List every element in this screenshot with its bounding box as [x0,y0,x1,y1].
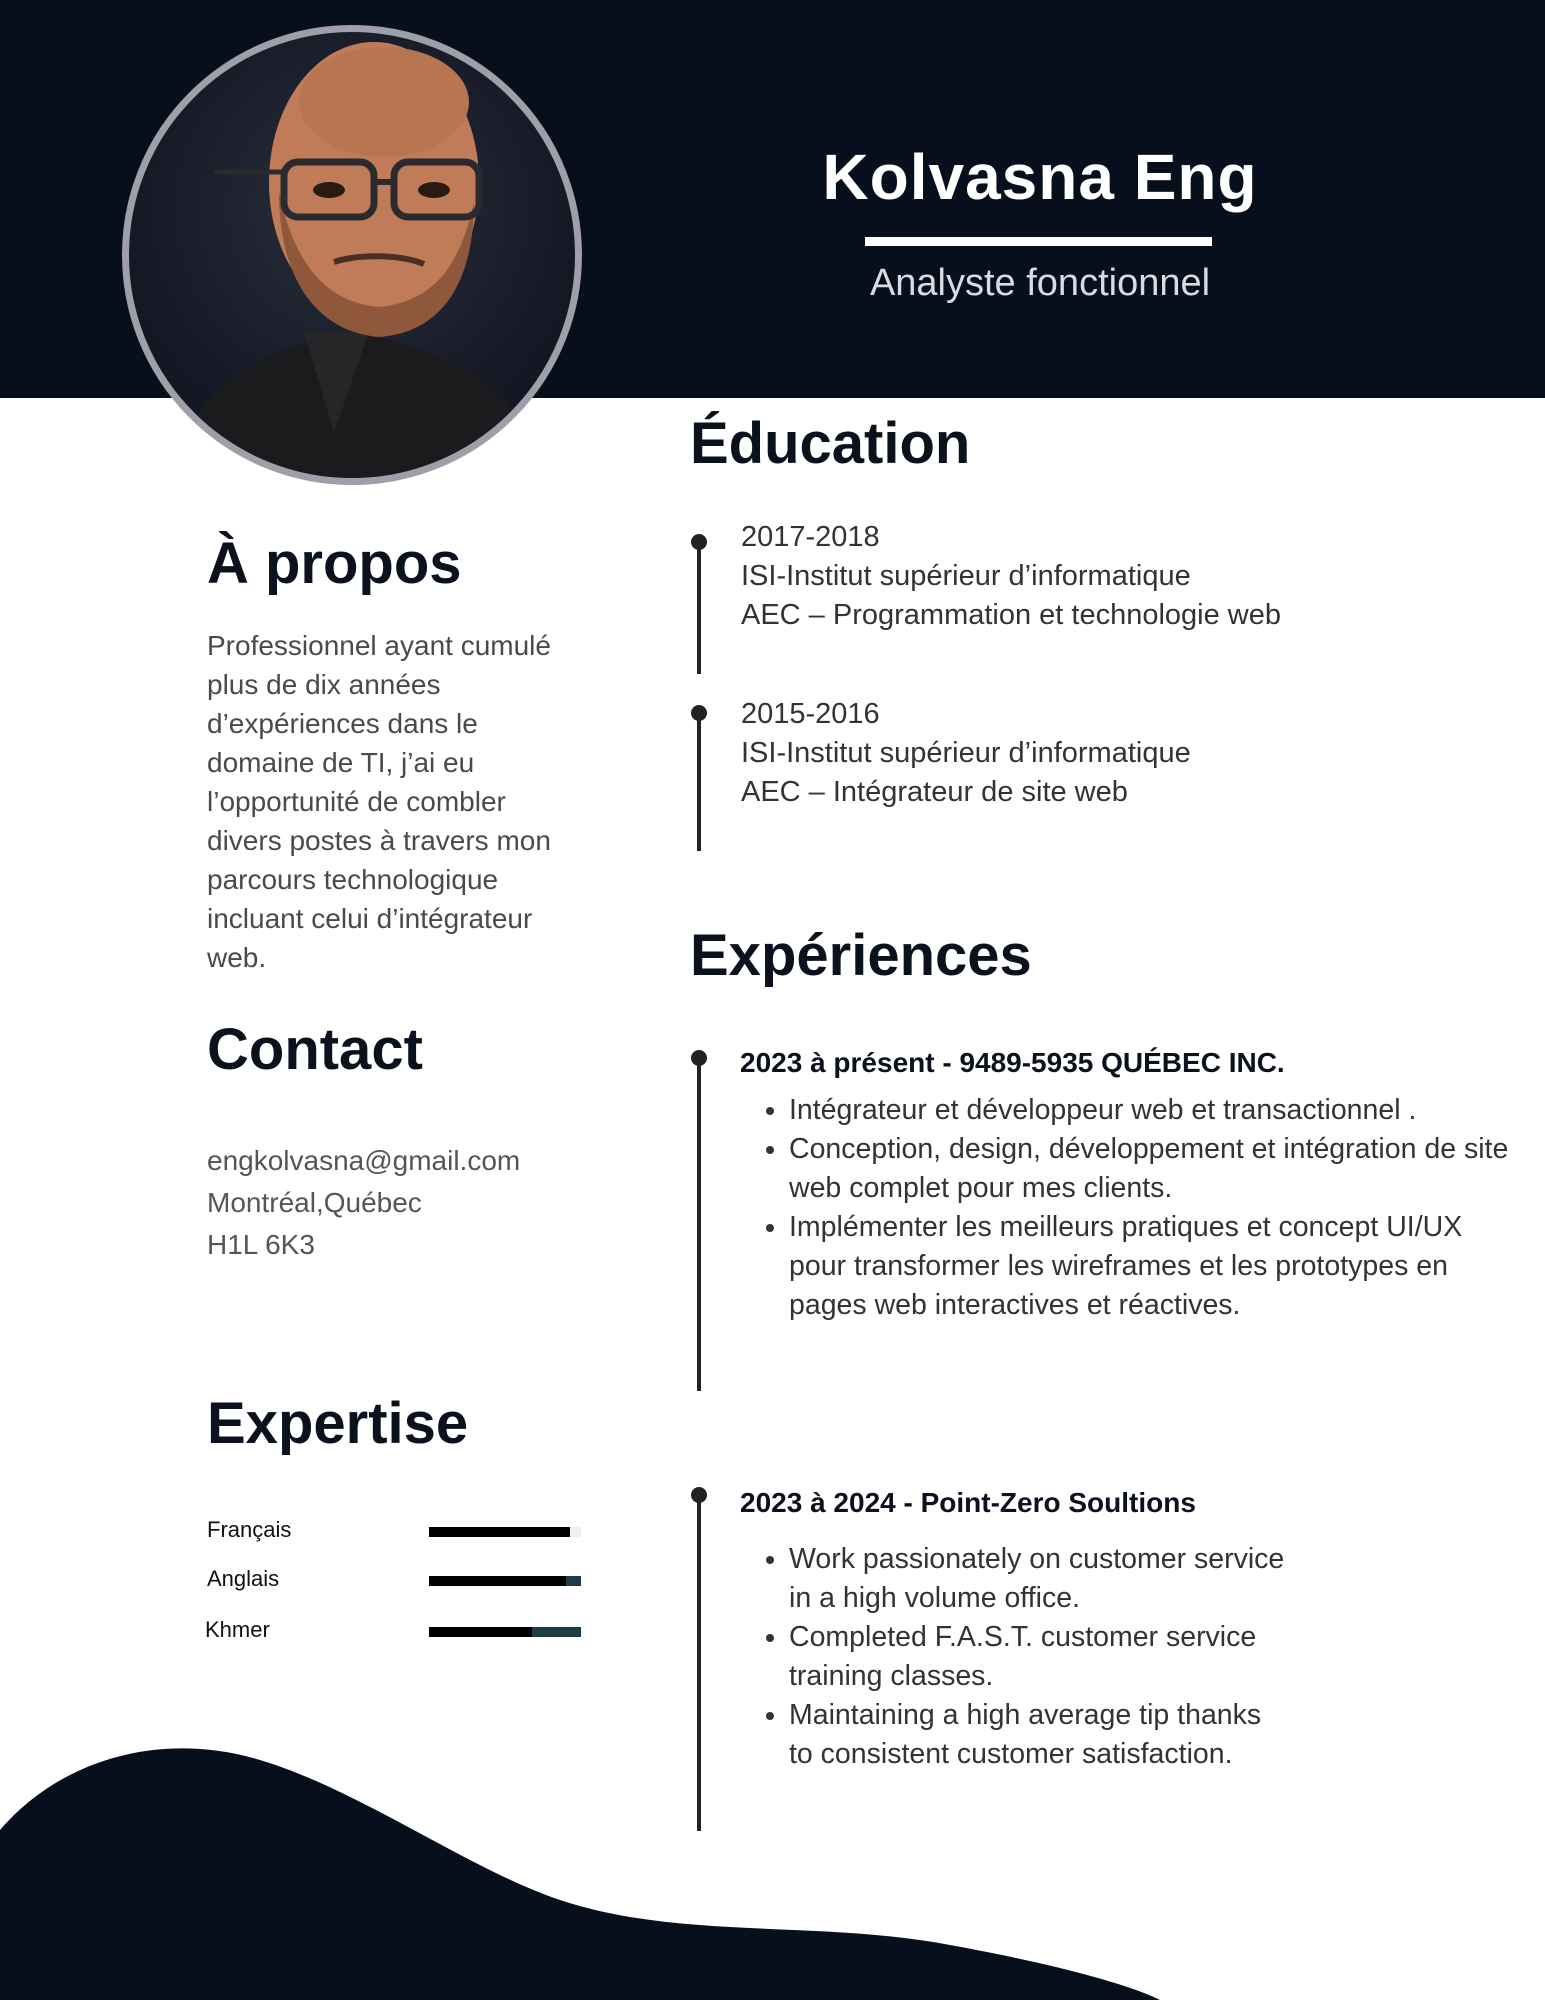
profile-photo [122,25,582,485]
contact-heading: Contact [207,1017,423,1082]
skill-fill [429,1627,532,1637]
experience-title: 2023 à 2024 - Point-Zero Soultions [740,1487,1196,1518]
experience-bullet: • Intégrateur et développeur web et transactionnel . [789,1091,1509,1130]
experience-bullets [741,1540,1289,1774]
contact-postal: H1L 6K3 [207,1229,315,1260]
about-heading: À propos [207,531,462,596]
timeline-line [697,711,701,851]
skill-row [207,1617,587,1647]
timeline-line [697,1493,701,1831]
education-program: AEC – Intégrateur de site web [741,776,1128,808]
timeline-dot [691,534,707,550]
job-title: Analyste fonctionnel [869,262,1211,304]
skill-bar [429,1576,581,1586]
experience-bullet: • Work passionately on customer service in a high volume office. [789,1540,1289,1618]
skill-label: Khmer [205,1617,270,1642]
contact-city: Montréal,Québec [207,1187,422,1218]
contact-email[interactable]: engkolvasna@gmail.com [207,1145,521,1176]
experience-bullets [741,1091,1509,1325]
experience-bullet: • Completed F.A.S.T. customer service training classes. [789,1618,1289,1696]
education-item [741,695,1191,812]
about-text: Professionnel ayant cumulé plus de dix années d’expériences dans le domaine de TI, j’ai eu l’opportunité de combler divers postes à travers mon parcours technologique incluant celui d’intégrateur web. [207,630,551,973]
skill-label: Français [207,1517,292,1542]
timeline-line [697,540,701,674]
education-program: AEC – Programmation et technologie web [741,599,1282,631]
timeline-line [697,1056,701,1391]
skill-bar [429,1627,581,1637]
education-school: ISI-Institut supérieur d’informatique [741,560,1191,592]
skill-fill [429,1527,570,1537]
experience-bullet: • Maintaining a high average tip thanks to consistent customer satisfaction. [789,1696,1289,1774]
experience-bullet: • Implémenter les meilleurs pratiques et concept UI/UX pour transformer les wireframes et les prototypes en pages web interactives et réactives. [789,1208,1509,1325]
experience-bullet: • Conception, design, développement et intégration de site web complet pour mes clients. [789,1130,1509,1208]
skill-label: Anglais [207,1566,280,1591]
timeline-dot [691,1050,707,1066]
education-years: 2015-2016 [741,698,880,730]
candidate-name: Kolvasna Eng [822,141,1258,213]
name-underline [865,237,1212,246]
skill-bar [429,1527,581,1537]
timeline-dot [691,1487,707,1503]
contact-block [207,1140,520,1266]
education-school: ISI-Institut supérieur d’informatique [741,737,1191,769]
skill-fill [429,1576,566,1586]
expertise-heading: Expertise [207,1391,469,1456]
education-years: 2017-2018 [741,521,880,553]
education-heading: Éducation [690,411,971,476]
experience-heading: Expériences [690,923,1032,988]
education-item [741,518,1281,635]
experience-title: 2023 à présent - 9489-5935 QUÉBEC INC. [740,1047,1285,1078]
bottom-wave [0,1740,1545,2000]
skill-row [207,1517,587,1547]
timeline-dot [691,705,707,721]
skill-row [207,1566,587,1596]
